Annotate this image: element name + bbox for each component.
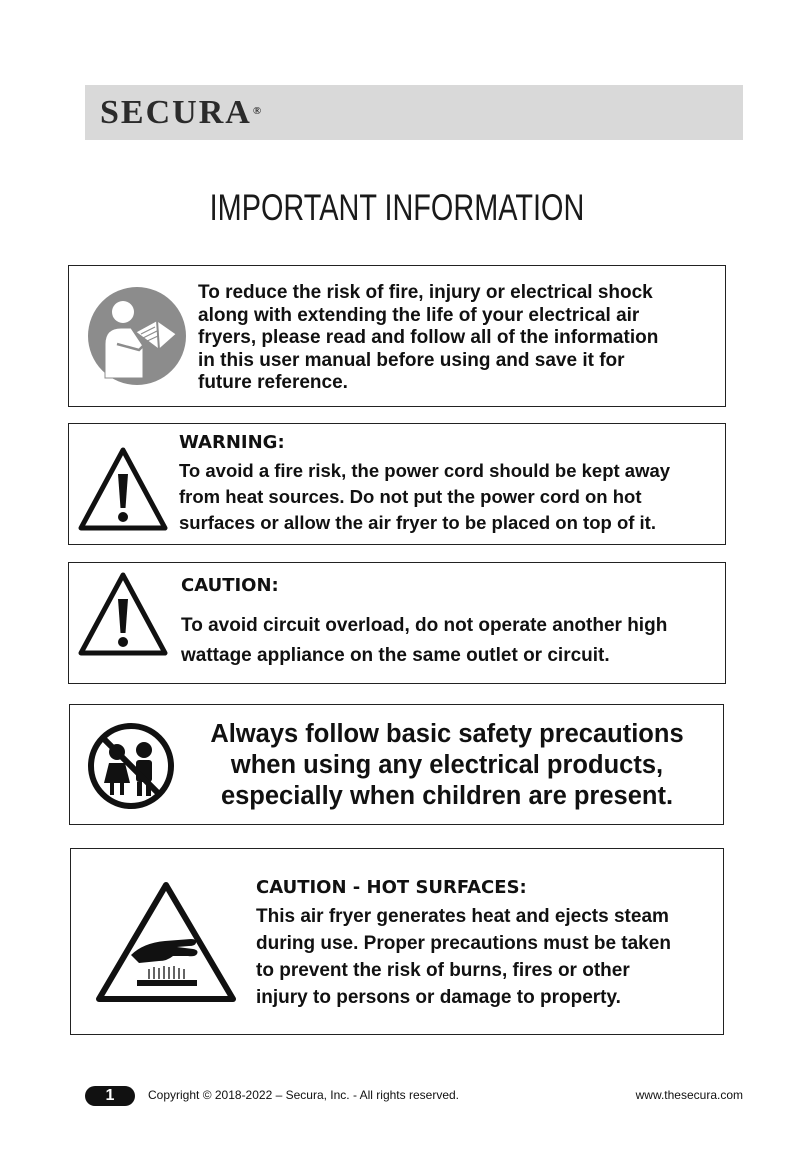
text-line: Always follow basic safety precautions (210, 720, 684, 748)
text-line: future reference. (198, 372, 348, 393)
text-line: from heat sources. Do not put the power cord on hot (179, 486, 642, 507)
text-line: in this user manual before using and save it for (198, 349, 625, 371)
warning-heading: WARNING: (179, 432, 285, 453)
notice-caution (68, 562, 726, 684)
text-line: wattage appliance on the same outlet or circuit. (181, 645, 610, 666)
hot-surfaces-text (256, 903, 671, 1011)
warning-triangle-icon (77, 446, 169, 537)
text-line: injury to persons or damage to property. (256, 987, 621, 1008)
registered-mark: ® (252, 105, 262, 117)
text-line: surfaces or allow the air fryer to be placed on top of it. (179, 512, 656, 533)
caution-text (181, 611, 667, 671)
notice-children (69, 704, 724, 825)
hot-surfaces-heading: CAUTION - HOT SURFACES: (256, 877, 527, 898)
read-manual-text (198, 282, 658, 395)
read-manual-icon (87, 286, 187, 391)
text-line: when using any electrical products, (230, 751, 664, 779)
brand-name: SECURA (100, 94, 252, 131)
brand-bar (85, 85, 743, 140)
text-line: especially when children are present. (220, 782, 674, 810)
warning-text (179, 458, 670, 536)
text-line: To avoid a fire risk, the power cord should be kept away (179, 460, 671, 481)
text-line: along with extending the life of your electrical air (198, 304, 640, 326)
notice-warning (68, 423, 726, 545)
page-number-badge: 1 (85, 1086, 135, 1106)
brand-logo (100, 95, 260, 131)
children-text (182, 719, 712, 812)
no-children-icon (86, 721, 176, 816)
notice-hot-surfaces (70, 848, 724, 1035)
text-line: To reduce the risk of fire, injury or electrical shock (198, 282, 653, 303)
caution-heading: CAUTION: (181, 575, 279, 596)
text-line: to prevent the risk of burns, fires or other (256, 960, 630, 981)
text-line: during use. Proper precautions must be taken (256, 933, 671, 954)
website-link[interactable]: www.thesecura.com (635, 1088, 743, 1102)
hot-surface-icon (93, 879, 239, 1010)
text-line: This air fryer generates heat and ejects steam (256, 906, 669, 927)
page-title: IMPORTANT INFORMATION (209, 187, 585, 228)
copyright-text: Copyright © 2018-2022 – Secura, Inc. - All rights reserved. (148, 1088, 459, 1102)
text-line: To avoid circuit overload, do not operate another high (181, 615, 668, 636)
notice-read-manual (68, 265, 726, 407)
caution-triangle-icon (77, 571, 169, 662)
text-line: fryers, please read and follow all of the information (198, 327, 659, 348)
